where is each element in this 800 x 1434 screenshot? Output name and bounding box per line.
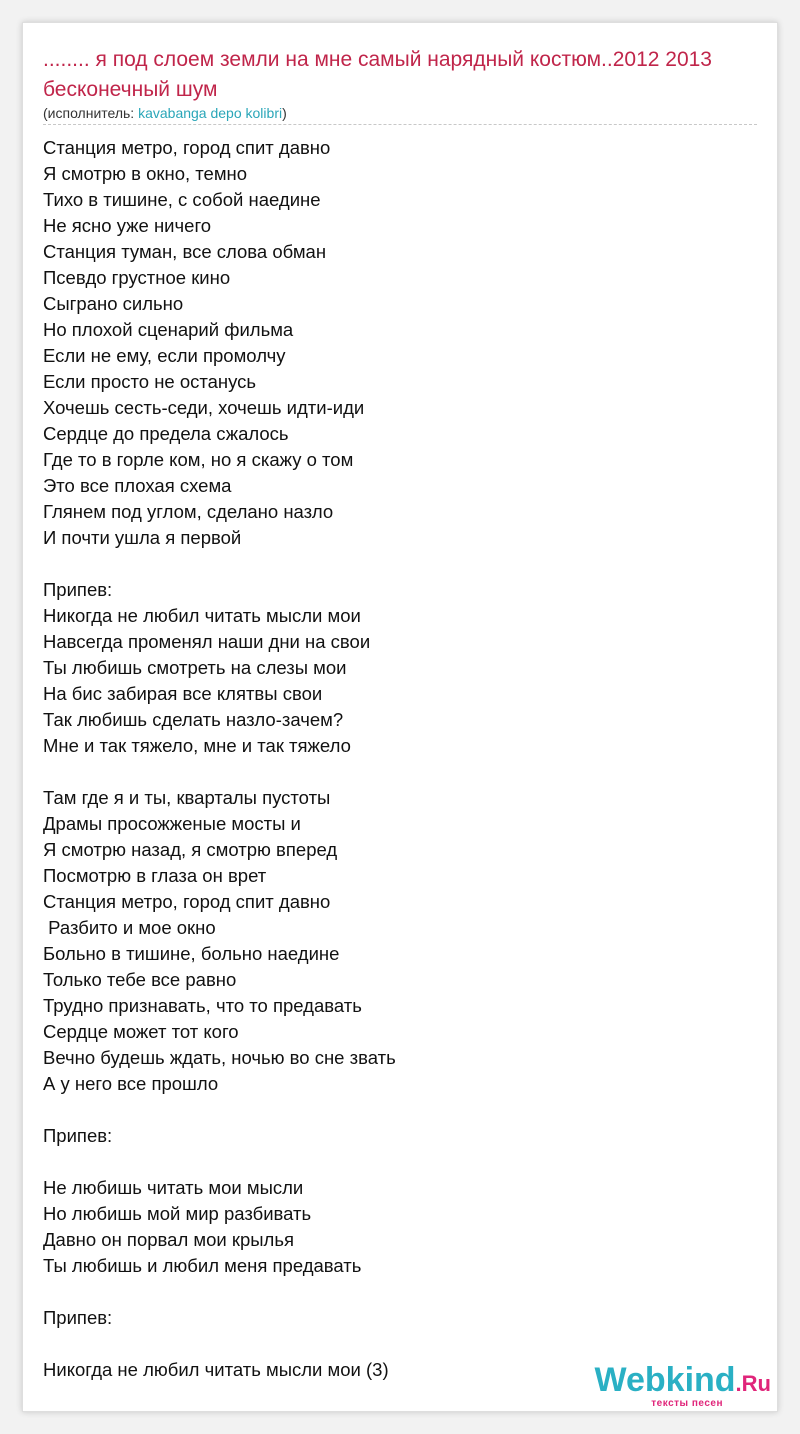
- lyric-line: Больно в тишине, больно наедине: [43, 943, 340, 964]
- lyric-line: [43, 1331, 763, 1357]
- lyric-line: Припев:: [43, 1307, 113, 1328]
- logo-tagline: тексты песен: [651, 1398, 723, 1409]
- lyric-line: И почти ушла я первой: [43, 527, 242, 548]
- lyrics-page: [22, 22, 778, 1412]
- lyric-line: Но плохой сценарий фильма: [43, 319, 294, 340]
- logo-tld: .Ru: [735, 1371, 771, 1396]
- lyric-line: Если просто не останусь: [43, 371, 257, 392]
- lyric-line: Где то в горле ком, но я скажу о том: [43, 449, 354, 470]
- artist-line: [43, 103, 287, 123]
- lyric-line: Хочешь сесть-седи, хочешь идти-иди: [43, 397, 365, 418]
- lyric-line: Там где я и ты, кварталы пустоты: [43, 787, 331, 808]
- lyric-line: [43, 1097, 763, 1123]
- lyric-line: [43, 759, 763, 785]
- lyric-line: [43, 551, 763, 577]
- header-divider: [43, 124, 757, 125]
- lyric-line: [43, 1279, 763, 1305]
- lyric-line: Разбито и мое окно: [43, 917, 216, 938]
- lyric-line: Не ясно уже ничего: [43, 215, 212, 236]
- artist-suffix: ): [282, 105, 287, 121]
- lyric-line: Навсегда променял наши дни на свои: [43, 631, 371, 652]
- site-logo[interactable]: [595, 1362, 772, 1409]
- lyric-line: Вечно будешь ждать, ночью во сне звать: [43, 1047, 396, 1068]
- lyric-line: Станция туман, все слова обман: [43, 241, 327, 262]
- lyric-line: Ты любишь смотреть на слезы мои: [43, 657, 347, 678]
- lyric-line: Я смотрю назад, я смотрю вперед: [43, 839, 338, 860]
- lyric-line: Станция метро, город спит давно: [43, 137, 331, 158]
- lyric-line: Никогда не любил читать мысли мои (3): [43, 1359, 389, 1380]
- lyric-line: Это все плохая схема: [43, 475, 232, 496]
- lyric-line: Если не ему, если промолчу: [43, 345, 286, 366]
- lyric-line: Сердце может тот кого: [43, 1021, 239, 1042]
- lyric-line: Сердце до предела сжалось: [43, 423, 289, 444]
- song-title: ........ я под слоем земли на мне самый нарядный костюм..2012 2013 бесконечный шум: [43, 48, 712, 101]
- lyrics-body: [43, 135, 763, 1383]
- lyric-line: Мне и так тяжело, мне и так тяжело: [43, 735, 351, 756]
- lyric-line: Тихо в тишине, с собой наедине: [43, 189, 321, 210]
- lyric-line: Трудно признавать, что то предавать: [43, 995, 362, 1016]
- lyric-line: [43, 1149, 763, 1175]
- lyric-line: А у него все прошло: [43, 1073, 219, 1094]
- lyric-line: Ты любишь и любил меня предавать: [43, 1255, 362, 1276]
- lyric-line: Но любишь мой мир разбивать: [43, 1203, 312, 1224]
- lyric-line: Давно он порвал мои крылья: [43, 1229, 294, 1250]
- artist-link[interactable]: kavabanga depo kolibri: [138, 105, 283, 121]
- artist-prefix: (исполнитель:: [43, 105, 139, 121]
- lyric-line: Не любишь читать мои мысли: [43, 1177, 304, 1198]
- lyric-line: Я смотрю в окно, темно: [43, 163, 248, 184]
- lyric-line: Псевдо грустное кино: [43, 267, 231, 288]
- lyric-line: На бис забирая все клятвы свои: [43, 683, 323, 704]
- lyric-line: Драмы просожженые мосты и: [43, 813, 301, 834]
- logo-wordmark: Webkind: [594, 1361, 736, 1399]
- lyric-line: Так любишь сделать назло-зачем?: [43, 709, 344, 730]
- lyric-line: Глянем под углом, сделано назло: [43, 501, 334, 522]
- lyric-line: Никогда не любил читать мысли мои: [43, 605, 361, 626]
- lyric-line: Станция метро, город спит давно: [43, 891, 331, 912]
- lyric-line: Припев:: [43, 579, 113, 600]
- lyric-line: Припев:: [43, 1125, 113, 1146]
- lyric-line: Посмотрю в глаза он врет: [43, 865, 267, 886]
- lyric-line: Только тебе все равно: [43, 969, 237, 990]
- lyric-line: Сыграно сильно: [43, 293, 184, 314]
